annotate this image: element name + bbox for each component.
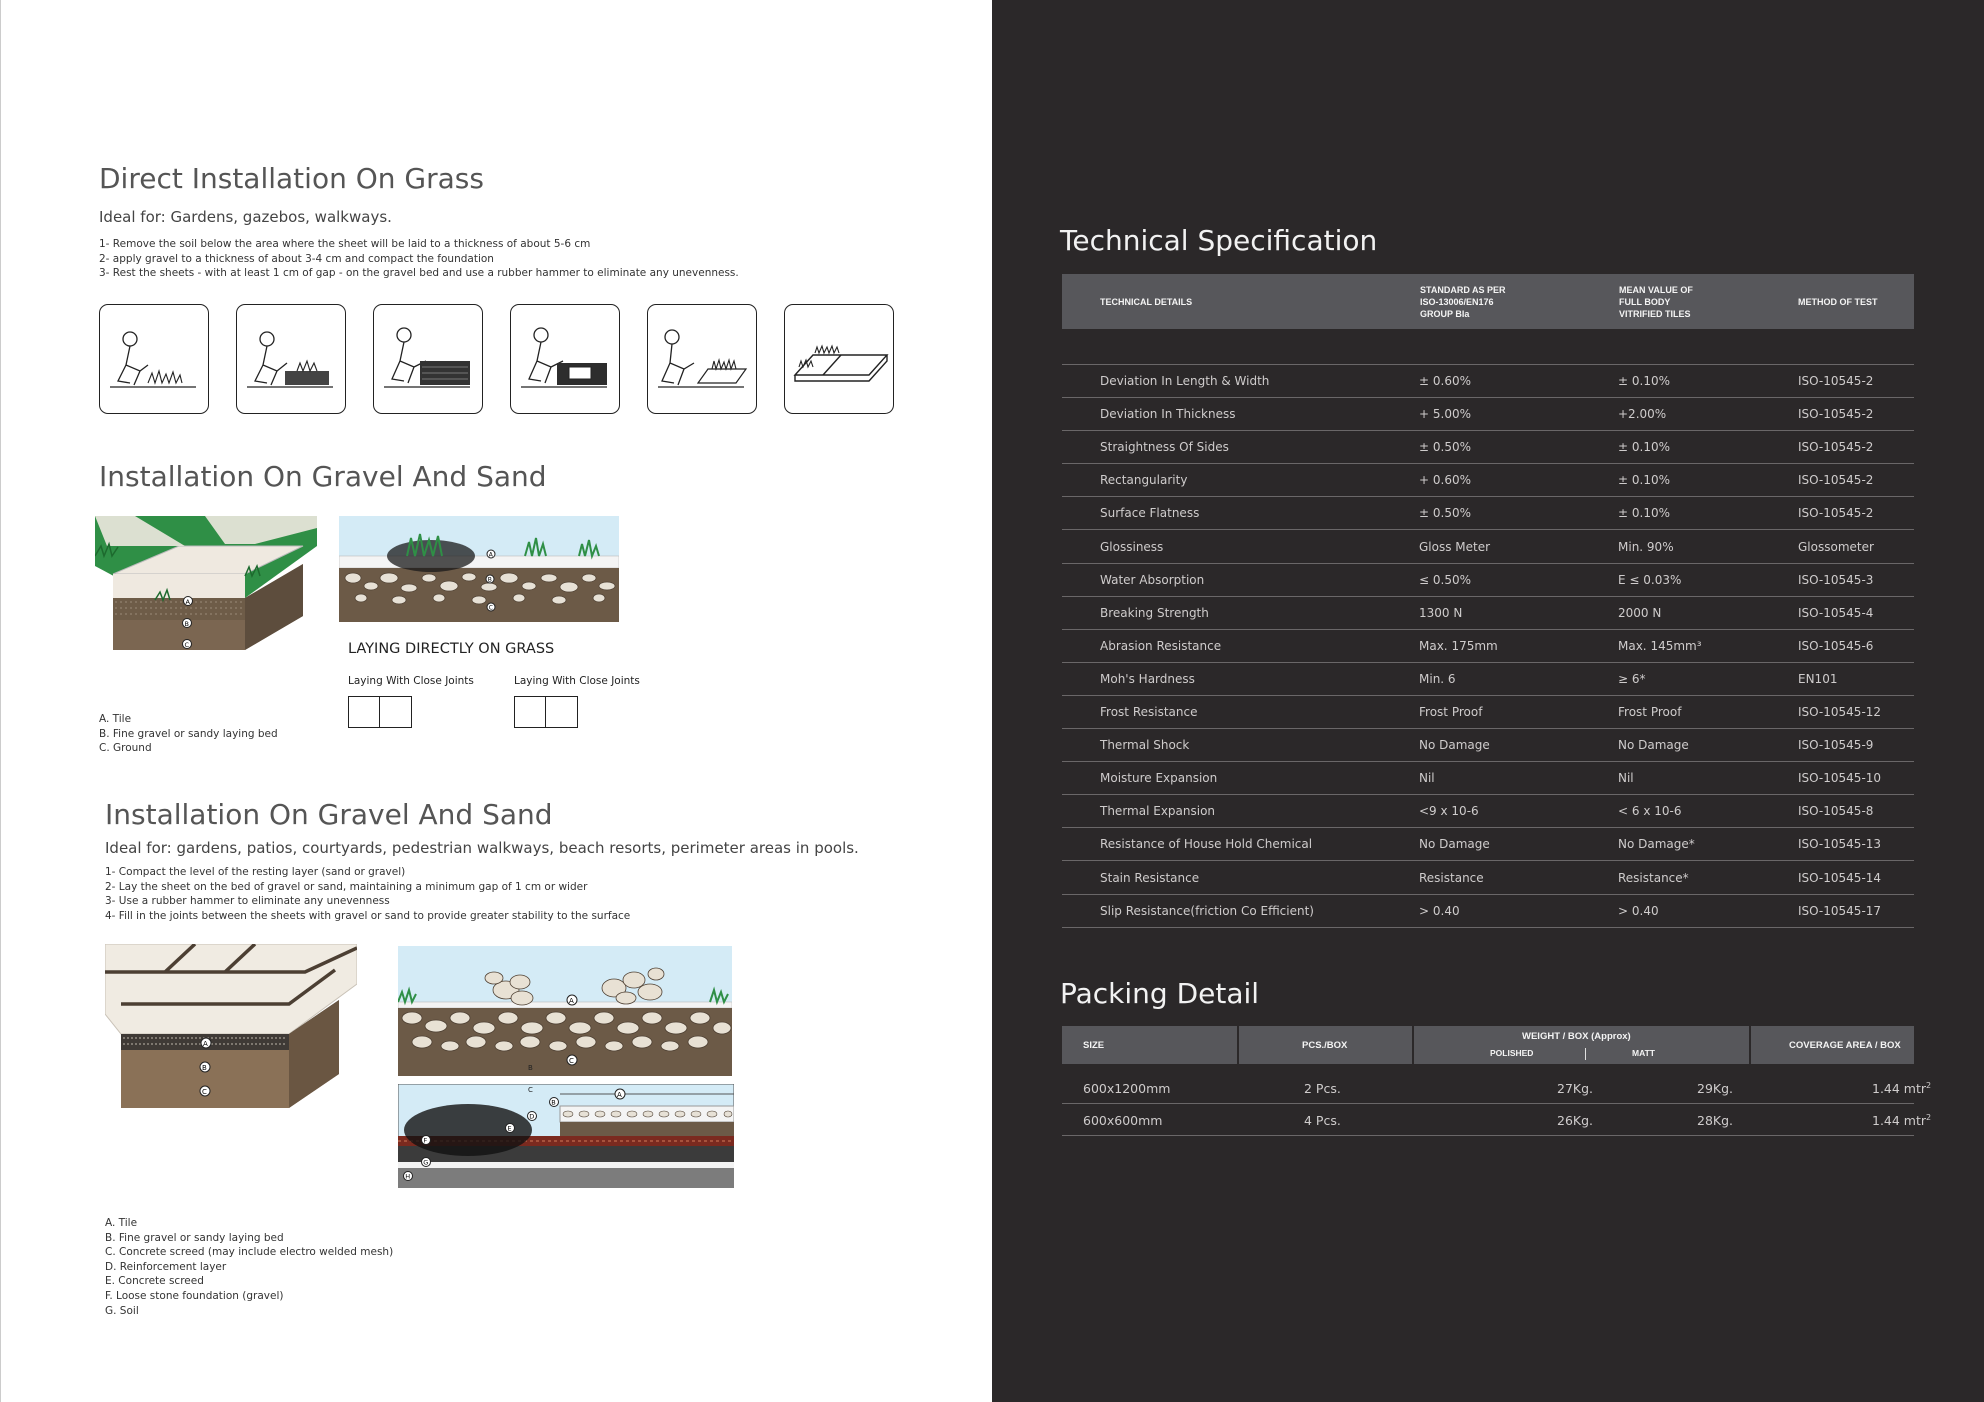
step-item: 2- apply gravel to a thickness of about 3-4 cm and compact the foundation bbox=[99, 252, 494, 265]
gravel-bed-block-diagram bbox=[105, 944, 357, 1131]
spec-row bbox=[1062, 894, 1914, 928]
spec-mean: ± 0.10% bbox=[1618, 440, 1670, 455]
spec-row bbox=[1062, 629, 1914, 663]
step-illustration bbox=[236, 304, 346, 414]
spec-standard: Nil bbox=[1419, 771, 1435, 786]
packing-pcs: 4 Pcs. bbox=[1304, 1113, 1341, 1128]
right-page bbox=[992, 0, 1984, 1402]
header-line: VITRIFIED TILES bbox=[1619, 309, 1691, 319]
spec-name: Glossiness bbox=[1100, 539, 1164, 554]
spec-method: ISO-10545-10 bbox=[1798, 771, 1882, 786]
spec-method: ISO-10545-6 bbox=[1798, 638, 1874, 653]
spec-standard: ≤ 0.50% bbox=[1419, 572, 1471, 587]
coverage-unit-power: 2 bbox=[1926, 1081, 1932, 1090]
spec-mean: Frost Proof bbox=[1618, 705, 1682, 719]
step-item: 4- Fill in the joints between the sheets with gravel or sand to provide greater stability to the surface bbox=[105, 909, 631, 922]
spec-method: ISO-10545-14 bbox=[1798, 870, 1882, 885]
header-pcs-box: PCS./BOX bbox=[1302, 1040, 1348, 1051]
spec-row bbox=[1062, 827, 1914, 861]
legend-item: A. Tile bbox=[105, 1217, 138, 1229]
spec-standard: ± 0.50% bbox=[1419, 440, 1471, 455]
marker-b: B bbox=[202, 1064, 207, 1072]
legend-item: E. Concrete screed bbox=[105, 1275, 204, 1288]
spec-standard: No Damage bbox=[1419, 837, 1490, 852]
marker-a: A bbox=[185, 598, 190, 606]
spec-method: ISO-10545-2 bbox=[1798, 374, 1874, 388]
packing-matt: 29Kg. bbox=[1697, 1081, 1734, 1096]
spec-mean: Nil bbox=[1618, 771, 1634, 786]
spec-name: Breaking Strength bbox=[1100, 605, 1209, 620]
marker-a: A bbox=[617, 1091, 622, 1099]
spec-standard: + 0.60% bbox=[1419, 473, 1471, 488]
step-illustration bbox=[510, 304, 620, 414]
spec-name: Slip Resistance(friction Co Efficient) bbox=[1100, 903, 1314, 918]
spec-name: Resistance of House Hold Chemical bbox=[1100, 837, 1313, 852]
spec-mean: > 0.40 bbox=[1618, 903, 1659, 918]
header-line: GROUP BIa bbox=[1420, 309, 1470, 319]
marker-e: E bbox=[507, 1124, 512, 1133]
spec-standard: Gloss Meter bbox=[1419, 539, 1491, 554]
spec-mean: < 6 x 10-6 bbox=[1618, 804, 1682, 819]
spec-mean: E ≤ 0.03% bbox=[1618, 572, 1682, 587]
packing-size: 600x1200mm bbox=[1083, 1081, 1171, 1096]
tech-spec-title: Technical Specification bbox=[1060, 224, 1378, 257]
spec-standard: Min. 6 bbox=[1419, 671, 1456, 686]
spec-row bbox=[1062, 695, 1914, 729]
marker-c: C bbox=[569, 1057, 574, 1065]
spec-method: EN101 bbox=[1798, 671, 1838, 686]
packing-header bbox=[1062, 1026, 1914, 1064]
section-title-gravel-sand-2: Installation On Gravel And Sand bbox=[105, 798, 553, 831]
step-item: 3- Use a rubber hammer to eliminate any unevenness bbox=[105, 895, 390, 907]
ideal-for-gravel: Ideal for: gardens, patios, courtyards, pedestrian walkways, beach resorts, perimeter areas in pools. bbox=[105, 839, 859, 857]
spec-name: Water Absorption bbox=[1100, 572, 1205, 587]
spec-standard: <9 x 10-6 bbox=[1419, 804, 1479, 819]
header-mean-value bbox=[1619, 284, 1693, 320]
spec-row bbox=[1062, 463, 1914, 497]
spec-mean: No Damage bbox=[1618, 738, 1689, 753]
stone-foundation-cross-section bbox=[398, 946, 732, 1081]
spec-name: Straightness Of Sides bbox=[1100, 440, 1229, 455]
spec-method: ISO-10545-3 bbox=[1798, 572, 1874, 587]
packing-row bbox=[1062, 1071, 1932, 1104]
header-coverage: COVERAGE AREA / BOX bbox=[1789, 1040, 1901, 1051]
marker-b: B bbox=[528, 1064, 533, 1072]
gravel-bed-cross-section bbox=[95, 516, 317, 681]
spec-row bbox=[1062, 430, 1914, 464]
legend-item: A. Tile bbox=[99, 713, 132, 725]
marker-b: B bbox=[184, 620, 189, 628]
step-item: 2- Lay the sheet on the bed of gravel or sand, maintaining a minimum gap of 1 cm or wider bbox=[105, 880, 588, 893]
spec-method: ISO-10545-4 bbox=[1798, 605, 1874, 620]
legend-item: C. Concrete screed (may include electro welded mesh) bbox=[105, 1246, 394, 1259]
spec-method: ISO-10545-8 bbox=[1798, 804, 1874, 819]
header-separator bbox=[1412, 1026, 1414, 1064]
spec-mean: ± 0.10% bbox=[1618, 374, 1670, 388]
spec-row bbox=[1062, 761, 1914, 795]
spec-row bbox=[1062, 563, 1914, 597]
marker-c: C bbox=[184, 641, 190, 649]
section-title-gravel-sand: Installation On Gravel And Sand bbox=[99, 460, 547, 493]
steps-grass bbox=[99, 237, 739, 281]
spec-method: ISO-10545-17 bbox=[1798, 903, 1882, 918]
packing-row bbox=[1062, 1103, 1932, 1136]
header-line: FULL BODY bbox=[1619, 297, 1671, 307]
spec-mean: ± 0.10% bbox=[1618, 473, 1670, 488]
header-separator bbox=[1749, 1026, 1751, 1064]
spec-mean: +2.00% bbox=[1618, 407, 1667, 422]
legend-item: D. Reinforcement layer bbox=[105, 1260, 227, 1273]
step-illustration bbox=[647, 304, 757, 414]
spec-row bbox=[1062, 861, 1914, 895]
weight-subdivider bbox=[1585, 1048, 1586, 1060]
marker-b: B bbox=[487, 576, 492, 584]
marker-a: A bbox=[569, 997, 574, 1005]
spec-standard: ± 0.60% bbox=[1419, 374, 1471, 388]
section-title-grass: Direct Installation On Grass bbox=[99, 162, 484, 195]
spec-standard: No Damage bbox=[1419, 738, 1490, 753]
spec-method: ISO-10545-9 bbox=[1798, 738, 1874, 753]
legend-item: B. Fine gravel or sandy laying bed bbox=[105, 1231, 284, 1244]
spec-name: Thermal Shock bbox=[1100, 738, 1190, 753]
header-standard bbox=[1420, 284, 1506, 320]
header-separator bbox=[1237, 1026, 1239, 1064]
header-weight: WEIGHT / BOX (Approx) bbox=[1522, 1031, 1631, 1042]
step-item: 3- Rest the sheets - with at least 1 cm of gap - on the gravel bed and use a rubber hammer to eliminate any unevenness. bbox=[99, 267, 739, 279]
spec-standard: > 0.40 bbox=[1419, 903, 1460, 918]
step-illustration bbox=[784, 304, 894, 414]
spec-name: Thermal Expansion bbox=[1100, 804, 1216, 819]
grass-laying-cross-section bbox=[339, 516, 619, 627]
spec-row bbox=[1062, 662, 1914, 696]
legend-item: C. Ground bbox=[99, 742, 152, 755]
packing-size: 600x600mm bbox=[1083, 1113, 1163, 1128]
spec-row bbox=[1062, 397, 1914, 431]
spec-mean: No Damage* bbox=[1618, 837, 1695, 852]
marker-f: F bbox=[423, 1136, 428, 1145]
tech-spec-header bbox=[1062, 274, 1914, 329]
packing-polished: 26Kg. bbox=[1557, 1113, 1594, 1128]
packing-detail-title: Packing Detail bbox=[1060, 977, 1260, 1010]
marker-a: A bbox=[488, 551, 493, 559]
marker-g: G bbox=[423, 1158, 429, 1167]
spec-mean: Max. 145mm³ bbox=[1618, 638, 1702, 653]
spec-standard: 1300 N bbox=[1419, 605, 1463, 620]
spec-name: Deviation In Thickness bbox=[1100, 407, 1236, 422]
legend-gravel-sand bbox=[99, 712, 278, 756]
coverage-unit-power: 2 bbox=[1926, 1113, 1932, 1122]
spec-mean: ≥ 6* bbox=[1618, 671, 1646, 686]
packing-coverage bbox=[1872, 1081, 1931, 1096]
packing-pcs: 2 Pcs. bbox=[1304, 1081, 1341, 1096]
spec-method: ISO-10545-2 bbox=[1798, 440, 1874, 455]
spec-row bbox=[1062, 530, 1914, 564]
header-matt: MATT bbox=[1632, 1048, 1655, 1058]
step-item: 1- Compact the level of the resting layer (sand or gravel) bbox=[105, 866, 406, 878]
legend-item: B. Fine gravel or sandy laying bed bbox=[99, 727, 278, 740]
spec-name: Deviation In Length & Width bbox=[1100, 374, 1270, 388]
spec-mean: Resistance* bbox=[1618, 870, 1689, 885]
spec-method: ISO-10545-12 bbox=[1798, 705, 1882, 719]
header-line: MEAN VALUE OF bbox=[1619, 285, 1693, 295]
spec-row bbox=[1062, 794, 1914, 828]
close-joints-diagram bbox=[514, 696, 578, 728]
spec-standard: Max. 175mm bbox=[1419, 638, 1498, 653]
spec-name: Stain Resistance bbox=[1100, 870, 1200, 885]
close-joints-diagram bbox=[348, 696, 412, 728]
step-illustration bbox=[373, 304, 483, 414]
caption-laying-directly: LAYING DIRECTLY ON GRASS bbox=[348, 641, 555, 657]
marker-b: B bbox=[551, 1098, 556, 1107]
spec-standard: Frost Proof bbox=[1419, 705, 1483, 719]
step-item: 1- Remove the soil below the area where the sheet will be laid to a thickness of about 5-6 cm bbox=[99, 238, 591, 250]
marker-c: C bbox=[528, 1086, 533, 1094]
marker-c: C bbox=[202, 1088, 207, 1096]
header-polished: POLISHED bbox=[1490, 1048, 1534, 1058]
marker-d: D bbox=[529, 1112, 535, 1121]
spec-standard: ± 0.50% bbox=[1419, 506, 1471, 521]
spec-method: ISO-10545-2 bbox=[1798, 473, 1874, 488]
spec-method: ISO-10545-2 bbox=[1798, 506, 1874, 521]
spec-mean: ± 0.10% bbox=[1618, 506, 1670, 521]
legend-item: F. Loose stone foundation (gravel) bbox=[105, 1289, 284, 1302]
spec-row bbox=[1062, 364, 1914, 398]
header-line: ISO-13006/EN176 bbox=[1420, 297, 1494, 307]
spec-name: Moisture Expansion bbox=[1100, 771, 1218, 786]
spec-name: Rectangularity bbox=[1100, 473, 1188, 488]
packing-polished: 27Kg. bbox=[1557, 1081, 1594, 1096]
spec-mean: 2000 N bbox=[1618, 605, 1662, 620]
spec-name: Moh's Hardness bbox=[1100, 671, 1195, 686]
concrete-screed-cross-section bbox=[398, 1084, 734, 1193]
packing-coverage bbox=[1872, 1113, 1931, 1128]
spec-name: Surface Flatness bbox=[1100, 506, 1200, 521]
packing-matt: 28Kg. bbox=[1697, 1113, 1734, 1128]
coverage-value: 1.44 mtr bbox=[1872, 1113, 1927, 1129]
spec-row bbox=[1062, 496, 1914, 530]
header-technical-details: TECHNICAL DETAILS bbox=[1100, 297, 1193, 307]
spec-row bbox=[1062, 728, 1914, 762]
ideal-for-grass: Ideal for: Gardens, gazebos, walkways. bbox=[99, 208, 392, 226]
spec-row bbox=[1062, 596, 1914, 630]
spec-name: Frost Resistance bbox=[1100, 705, 1198, 719]
joint-label: Laying With Close Joints bbox=[514, 675, 640, 687]
marker-c: C bbox=[488, 604, 494, 612]
spec-method: Glossometer bbox=[1798, 539, 1874, 554]
spec-method: ISO-10545-13 bbox=[1798, 837, 1882, 852]
coverage-value: 1.44 mtr bbox=[1872, 1081, 1927, 1097]
spec-name: Abrasion Resistance bbox=[1100, 638, 1222, 653]
spec-standard: Resistance bbox=[1419, 870, 1484, 885]
joint-label: Laying With Close Joints bbox=[348, 675, 474, 687]
spec-mean: Min. 90% bbox=[1618, 539, 1674, 554]
header-method-of-test: METHOD OF TEST bbox=[1798, 297, 1878, 307]
legend-gravel-concrete bbox=[105, 1216, 393, 1318]
steps-gravel bbox=[105, 865, 630, 923]
marker-a: A bbox=[203, 1040, 208, 1048]
spec-method: ISO-10545-2 bbox=[1798, 407, 1874, 422]
header-size: SIZE bbox=[1083, 1040, 1105, 1051]
spec-standard: + 5.00% bbox=[1419, 407, 1471, 422]
legend-item: G. Soil bbox=[105, 1304, 139, 1317]
marker-h: H bbox=[405, 1172, 411, 1181]
step-illustration bbox=[99, 304, 209, 414]
header-line: STANDARD AS PER bbox=[1420, 285, 1506, 295]
